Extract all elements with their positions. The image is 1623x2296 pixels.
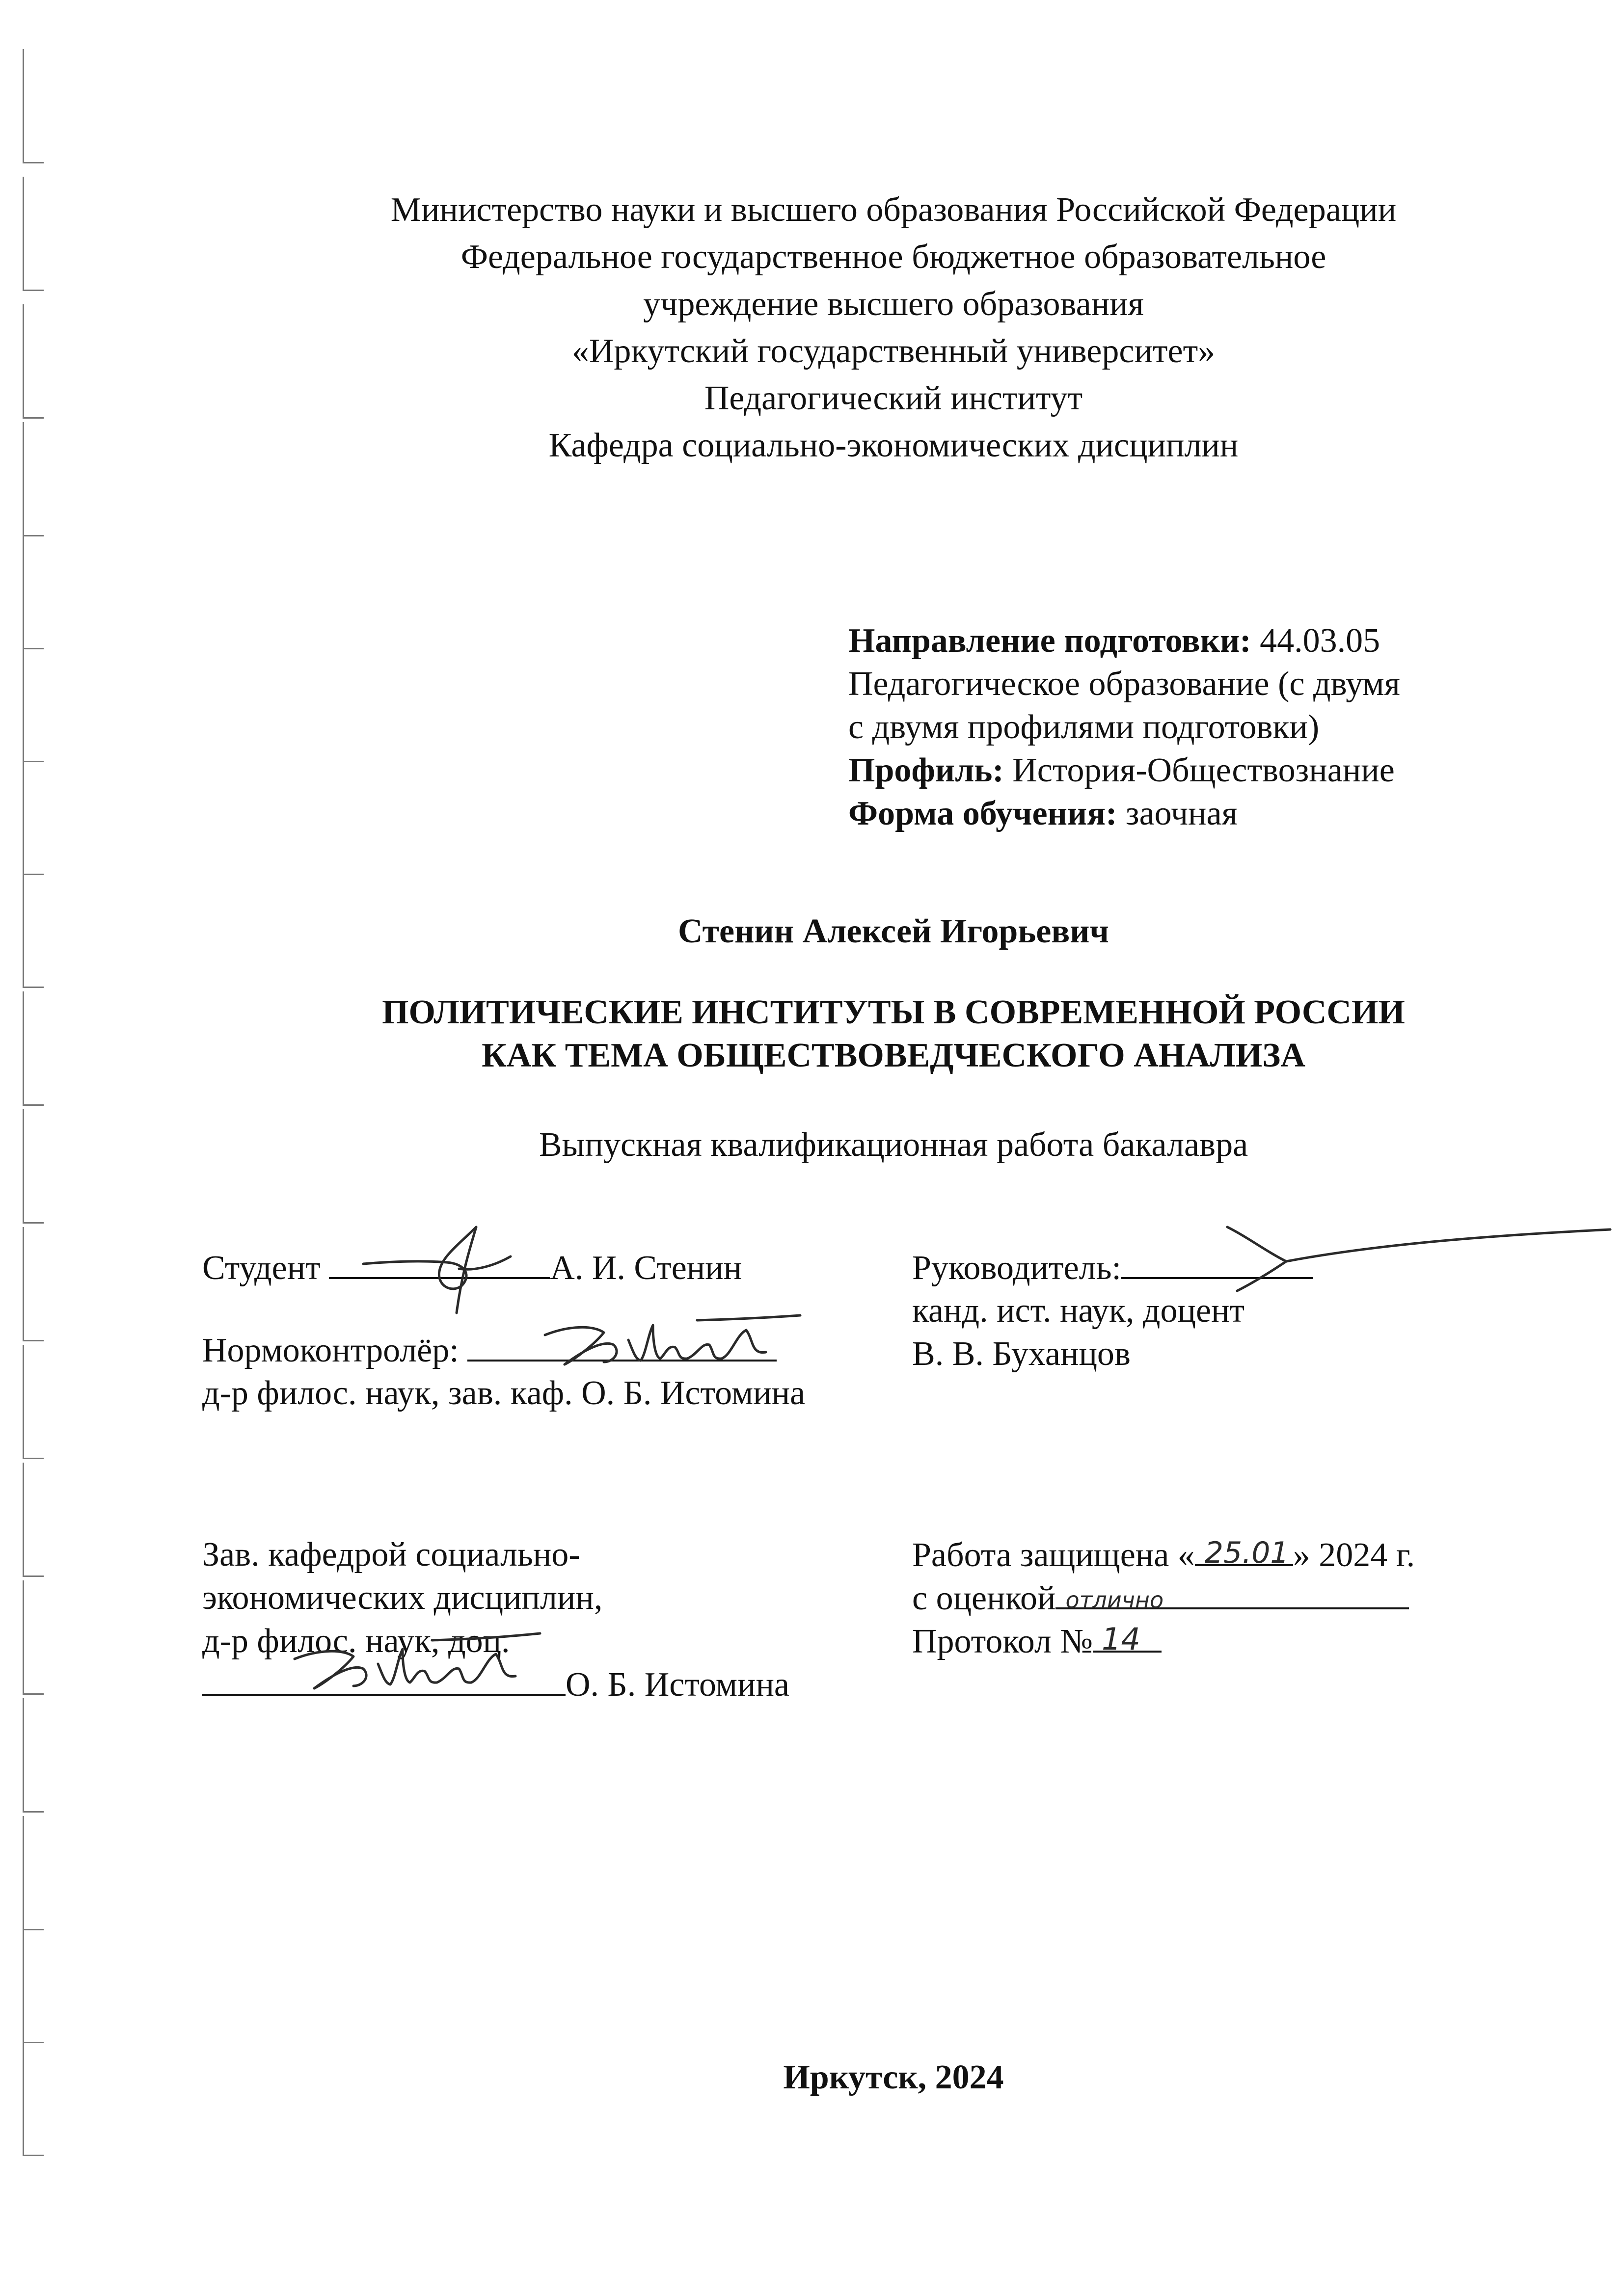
university-type-line-2: учреждение высшего образования [643,285,1144,323]
defense-date-line [912,1534,1415,1576]
defense-prefix: Работа защищена « [912,1536,1195,1574]
institute-line: Педагогический институт [704,379,1083,417]
grade-line [912,1577,1409,1620]
form-value: заочная [1125,795,1238,832]
protocol-label: Протокол № [912,1623,1093,1660]
defense-suffix: » 2024 г. [1293,1536,1415,1574]
protocol-blank [1093,1620,1162,1657]
head-line-1: Зав. кафедрой социально- [202,1536,580,1574]
grade-blank [1055,1577,1409,1613]
defense-date-blank [1195,1534,1293,1570]
direction-code: 44.03.05 [1260,622,1380,660]
profile-value: История-Обществознание [1012,751,1395,789]
ministry-line: Министерство науки и высшего образования Российской Федерации [390,191,1397,229]
university-name-line: «Иркутский государственный университет» [571,332,1216,370]
grade-label: с оценкой [912,1579,1056,1617]
direction-line-3: с двумя профилями подготовки) [848,708,1320,746]
protocol-line [912,1620,1162,1663]
normcontrol-label: Нормоконтролёр: [202,1332,459,1369]
direction-line-2: Педагогическое образование (с двумя [848,665,1400,703]
institution-header [275,187,1512,469]
protocol-number: 14 [1102,1621,1140,1657]
university-type-line: Федеральное государственное бюджетное образовательное [460,238,1326,276]
form-label: Форма обучения: [848,795,1117,832]
department-line: Кафедра социально-экономических дисциплин [548,427,1239,464]
profile-label: Профиль: [848,751,1004,789]
defense-date: 25.01 [1204,1536,1289,1570]
student-signature [353,1198,550,1325]
student-label: Студент [202,1249,321,1287]
city-year: Иркутск, 2024 [783,2058,1004,2096]
head-name: О. Б. Истомина [566,1666,789,1704]
work-type: Выпускная квалификационная работа бакалавра [539,1126,1248,1164]
head-line-2: экономических дисциплин, [202,1579,603,1617]
supervisor-signature [1217,1217,1620,1315]
head-line-3: д-р филос. наук, доц. [202,1622,510,1660]
student-name: А. И. Стенин [550,1249,742,1287]
thesis-title-line-2: КАК ТЕМА ОБЩЕСТВОВЕДЧЕСКОГО АНАЛИЗА [482,1037,1305,1074]
thesis-title-line-1: ПОЛИТИЧЕСКИЕ ИНСТИТУТЫ В СОВРЕМЕННОЙ РОССИИ [382,993,1405,1031]
grade-value: отлично [1065,1587,1164,1613]
supervisor-name: В. В. Буханцов [912,1335,1131,1373]
study-direction-block [848,619,1400,835]
supervisor-degree: канд. ист. наук, доцент [912,1292,1245,1330]
normcontrol-details: д-р филос. наук, зав. каф. О. Б. Истомина [202,1374,806,1412]
normcontrol-signature [535,1306,810,1379]
supervisor-label: Руководитель: [912,1249,1121,1287]
binding-marks [23,29,42,2218]
head-signature [285,1629,560,1703]
author-name: Стенин Алексей Игорьевич [677,912,1109,950]
direction-label: Направление подготовки: [848,622,1251,660]
